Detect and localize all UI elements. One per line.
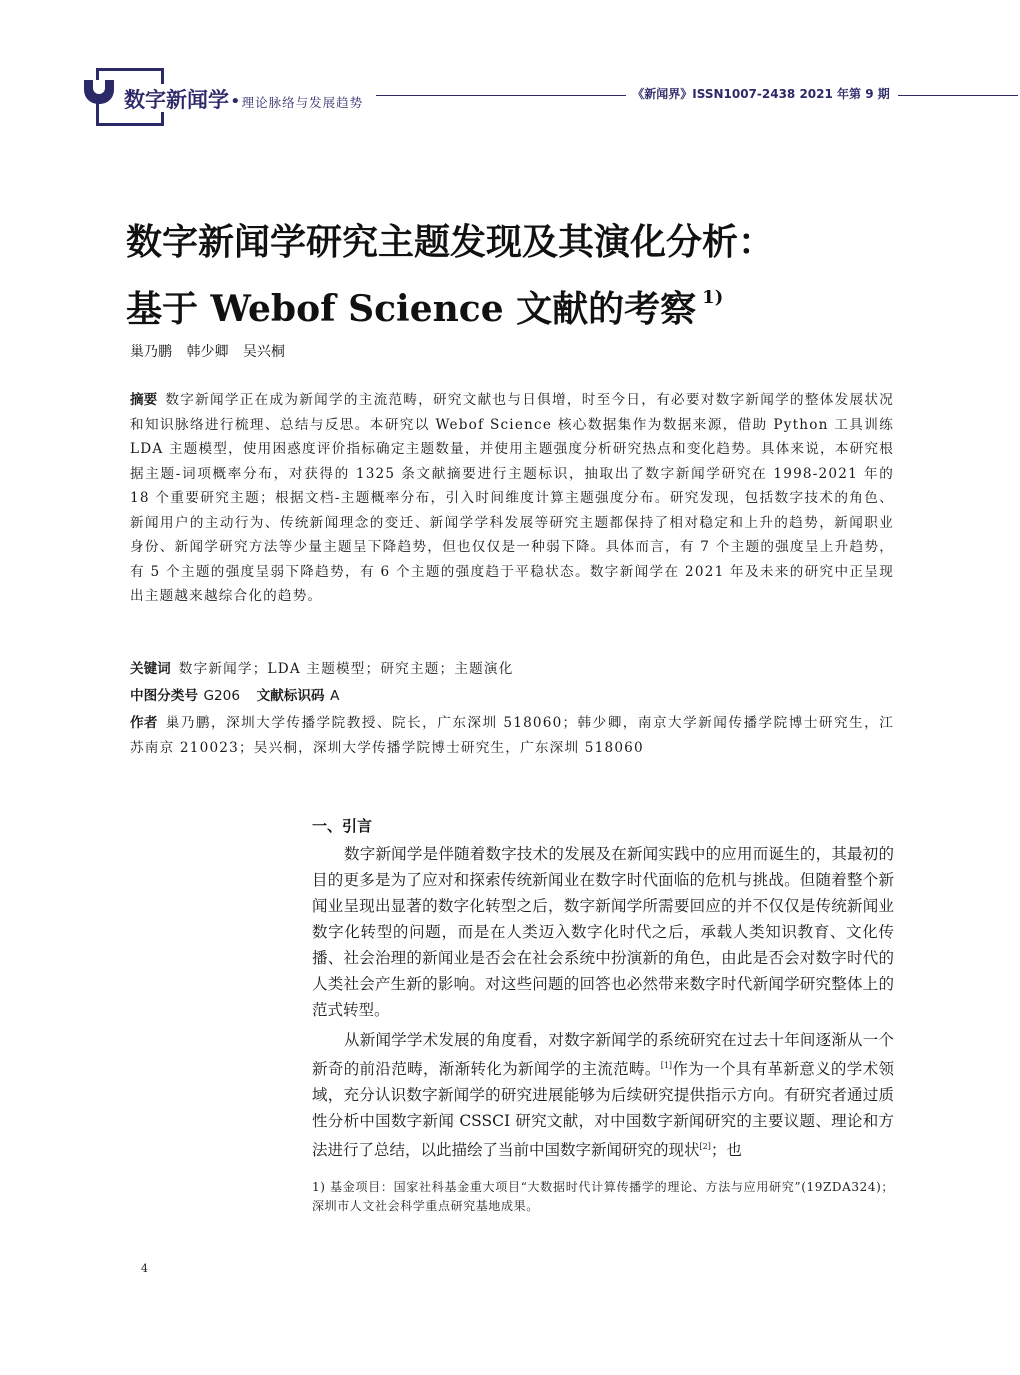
author-names: 巢乃鹏 韩少卿 吴兴桐 (130, 344, 285, 360)
abstract-text: 数字新闻学正在成为新闻学的主流范畴，研究文献也与日俱增，时至今日，有必要对数字新闻学的整体发展状况和知识脉络进行梳理、总结与反思。本研究以 Webof Science 核心数据集作为数据来源，借助 Python 工具训练 LDA 主题模型，使用困惑度评价指标确定主题数量，并使用主题强度分析研究热点和变化趋势。具体来说，本研究根据主题-词项概率分布，对获得的 1325 条文献摘要进行主题标识，抽取出了数字新闻学研究在 1998-2021 年的 18 个重要研究主题；根据文档-主题概率分布，引入时间维度计算主题强度分布。研究发现，包括数字技术的角色、新闻用户的主动行为、传统新闻理念的变迁、新闻学学科发展等研究主题都保持了相对稳定和上升的趋势，新闻职业身份、新闻学研究方法等少量主题呈下降趋势，但也仅仅是一种弱下降。具体而言，有 7 个主题的强度呈上升趋势，有 5 个主题的强度呈弱下降趋势，有 6 个主题的强度趋于平稳状态。数字新闻学在 2021 年及未来的研究中正呈现出主题越来越综合化的趋势。 (130, 392, 895, 604)
journal-info: 《新闻界》ISSN1007-2438 2021 年第 9 期 (632, 87, 890, 101)
title-footnote-marker: 1) (702, 287, 724, 308)
paragraph-2-part-a: 从新闻学学术发展的角度看，对数字新闻学的系统研究在过去十年间逐渐从一个新奇的前沿范畴，渐渐转化为新闻学的主流范畴。 (312, 1031, 894, 1079)
keywords (130, 657, 894, 682)
page-number: 4 (141, 1262, 148, 1275)
paragraph-1: 数字新闻学是伴随着数字技术的发展及在新闻实践中的应用而诞生的，其最初的目的更多是为了应对和探索传统新闻业在数字时代面临的危机与挑战。但随着整个新闻业呈现出显著的数字化转型之后，数字新闻学所需要回应的并不仅仅是传统新闻业数字化转型的问题，而是在人类迈入数字化时代之后，承载人类知识教育、文化传播、社会治理的新闻业是否会在社会系统中扮演新的角色，由此是否会对数字时代的人类社会产生新的影响。对这些问题的回答也必然带来数字时代新闻学研究整体上的范式转型。 (312, 845, 894, 1019)
author-info-text: 巢乃鹏，深圳大学传播学院教授、院长，广东深圳 518060；韩少卿，南京大学新闻传播学院博士研究生，江苏南京 210023；吴兴桐，深圳大学传播学院博士研究生，广东深圳 518060 (130, 715, 894, 756)
paragraph-2-part-b: 作为一个具有革新意义的学术领域，充分认识数字新闻学的研究进展能够为后续研究提供指示方向。有研究者通过质性分析中国数字新闻 CSSCI 研究文献，对中国数字新闻研究的主要议题、理论和方法进行了总结，以此描绘了当前中国数字新闻研究的现状 (312, 1060, 894, 1160)
clc-value: G206 (203, 688, 240, 704)
title-line-2: 基于 Webof Science 文献的考察 (126, 288, 697, 330)
funding-footnote: 1) 基金项目：国家社科基金重大项目“大数据时代计算传播学的理论、方法与应用研究”(19ZDA324)；深圳市人文社会科学重点研究基地成果。 (312, 1180, 894, 1213)
doc-code-label: 文献标识码 (256, 688, 325, 704)
author-affiliations (130, 711, 894, 760)
brand-separator: • (230, 91, 241, 112)
keywords-text: 数字新闻学；LDA 主题模型；研究主题；主题演化 (178, 661, 514, 677)
brand-title: 数字新闻学 (124, 87, 229, 112)
section-heading: 一、引言 (312, 817, 373, 835)
keywords-label: 关键词 (130, 661, 171, 677)
abstract-label: 摘要 (130, 392, 158, 408)
column-brand (122, 84, 367, 112)
paragraph-2-part-c: ；也 (710, 1141, 742, 1160)
header-rule-left (376, 95, 626, 96)
brand-subtitle: 理论脉络与发展趋势 (241, 95, 364, 110)
paragraph-2 (312, 1027, 894, 1163)
classification (130, 684, 894, 709)
abstract (130, 388, 894, 609)
header-rule-right (898, 95, 1018, 96)
article-title (126, 214, 916, 337)
doc-code-value: A (330, 688, 340, 704)
citation-1: [1] (660, 1061, 673, 1070)
citation-2: [2] (699, 1142, 711, 1152)
author-info-label: 作者 (130, 715, 158, 731)
title-line-1: 数字新闻学研究主题发现及其演化分析： (126, 221, 775, 263)
logo-icon-inner (93, 80, 105, 94)
clc-label: 中图分类号 (130, 688, 198, 704)
